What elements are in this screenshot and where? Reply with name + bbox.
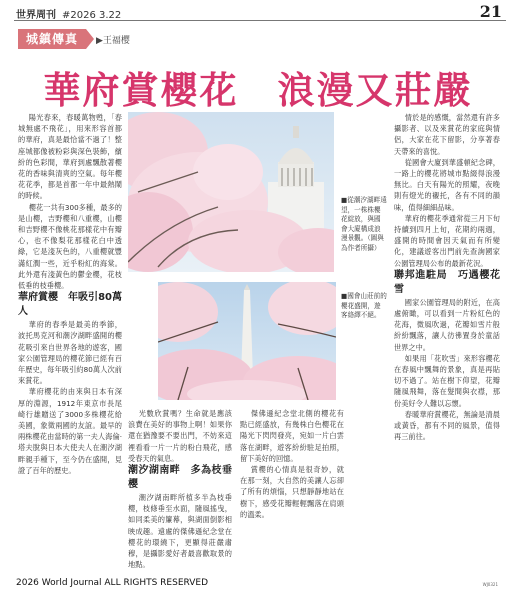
- paragraph: 櫻花一共有300多種，最多的是山櫻，吉野櫻和八重櫻，山櫻和吉野櫻不像桃花那樣花中有瓣心，也不像梨花那樣花白中透綠，它是淺灰色的，八重櫻就豐滿紅潤一些，近乎粉紅的海棠。此外還有淺黃色的鬱金櫻，花枝低垂的枝垂櫻。: [18, 202, 122, 291]
- photo-caption: ■從潮汐湖畔遠望，一株株櫻花綻放，與國會大廈構成浪漫景觀。（圖與為作者所攝）: [341, 196, 387, 252]
- paragraph: 春暖華府賞櫻花，無論是清晨或黃昏，都有不同的風景，值得再三前往。: [394, 409, 500, 442]
- washington-monument-photo: [158, 282, 336, 400]
- paragraph: 從國會大廈到華盛頓紀念碑，一路上的櫻花將城市點綴得浪漫無比。白天有陽光的照耀，夜晚則有燈光的襯托，各有不同的韻味，值得細細品味。: [394, 157, 500, 212]
- paragraph: 賞櫻的心情真是很奇妙，就在那一刻，大自然的美讓人忘卻了所有的煩惱，只想靜靜地站在樹下，感受花瓣輕輕飄落在肩頭的溫柔。: [240, 465, 344, 519]
- paragraph: 傑佛遜紀念堂北側的櫻花有點已經盛放，有幾株白色櫻花在陽光下閃閃發亮，宛如一片白雲落在湖畔，遊客紛紛駐足拍照，留下美好的回憶。: [240, 409, 344, 463]
- page-number: 21: [479, 2, 502, 21]
- article-column-2: [128, 408, 232, 570]
- paragraph: 華府櫻花的由來與日本有深厚的淵源，1912年東京市長尾崎行雄贈送了3000多株櫻花給美國，象徵兩國的友誼。最早的兩株櫻花由當時的第一夫人海倫·塔夫脫與日本大使夫人在潮汐湖畔親手種下，至今仍在盛開，見證了百年的歷史。: [18, 387, 122, 475]
- photo-caption: ■國會山莊前的櫻花盛開，遊客絡繹不絕。: [341, 292, 387, 319]
- subheading: 華府賞櫻 年吸引80萬人: [18, 292, 122, 318]
- subheading: 潮汐湖南畔 多為枝垂櫻: [128, 465, 232, 491]
- capitol-drum: [278, 162, 314, 187]
- paragraph: 陽光春來，春暖萬物甦，「春城無處不飛花」，用來形容首都的華府，真是最恰當不過了！整座城都像被粉彩與深色裝飾，繽紛的色彩間，華府到處飄散著櫻花的香味與清爽的空氣。每年櫻花花季，都是首都一年中最熱鬧的時候。: [18, 113, 122, 201]
- article-column-1: [18, 112, 122, 570]
- issue-number: #2026 3.22: [62, 10, 122, 21]
- capitol-illustration: [128, 112, 334, 272]
- capitol-dome: [278, 148, 314, 164]
- article-column-3: [240, 408, 344, 570]
- paragraph: 國家公園管理局的附近，在高處俯瞰，可以看到一片粉紅色的花海，微風吹過，花瓣如雪片般紛紛飄落，讓人彷彿置身於童話世界之中。: [394, 297, 500, 352]
- masthead: [16, 6, 121, 21]
- byline: ▶王福樱: [96, 36, 130, 46]
- section-tab: 城鎮傳真: [18, 29, 86, 49]
- copyright-footer: 2026 World Journal ALL RIGHTS RESERVED: [16, 578, 209, 588]
- article-column-4: [394, 112, 500, 570]
- paragraph: 光數欣賞嗎？生命就是應該浪費在美好的事物上啊！如果你還在猶豫要不要出門，不妨來這裡看看一片一片的粉白飛花，感受春天的氣息。: [128, 409, 232, 463]
- paragraph: 華府的櫻花季通常從三月下旬持續到四月上旬，花期約兩週，盛開的時間會因天氣而有所變化，建議遊客出門前先查詢國家公園管理局公布的最新花況。: [394, 213, 500, 268]
- monument-illustration: [158, 282, 336, 400]
- paragraph: 情於是的感慨，當然還有許多攝影者、以及來賞花的家庭與情侶，大家在花下留影，分享著春天帶來的喜悅。: [394, 113, 500, 156]
- headline: 華府賞櫻花 浪漫又莊嚴: [43, 69, 473, 112]
- publication-title: 世界周刊: [16, 10, 56, 21]
- capitol-cherry-blossom-photo: [128, 112, 334, 272]
- paragraph: 華府的春季是最美的季節，波托馬克河和潮汐湖畔盛開的櫻花吸引來自世界各地的遊客，國家公園管理局的櫻花節已經有百年歷史，每年吸引約80萬人次前來賞花。: [18, 320, 122, 386]
- paragraph: 潮汐湖南畔所植多半為枝垂櫻，枝條垂至水面，隨風搖曳，如同柔美的簾幕，與湖面倒影相映成趣。遠處的傑佛遜紀念堂在櫻花的環繞下，更顯得莊嚴肅穆，是攝影愛好者最喜歡取景的地點。: [128, 493, 232, 570]
- page-code: WJ0321: [482, 582, 498, 587]
- paragraph: 如果用「花吹雪」來形容櫻花在春風中飄舞的景象，真是再貼切不過了。站在樹下仰望，花瓣隨風飛舞，落在髮間與衣襟，那份美好令人難以忘懷。: [394, 353, 500, 408]
- capitol-lantern: [293, 126, 299, 138]
- header-rule: [14, 20, 506, 21]
- subheading: 聯邦進駐局 巧遇櫻花雪: [394, 269, 500, 295]
